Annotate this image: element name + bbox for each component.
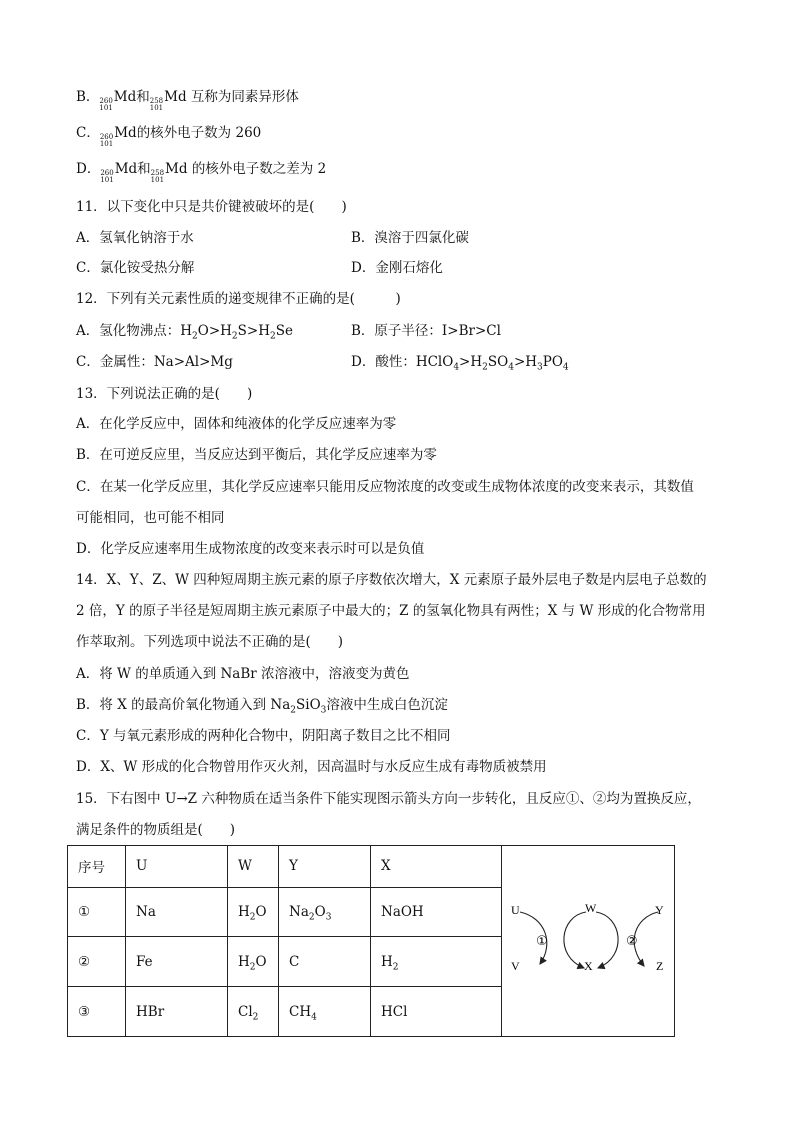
cell-no: ①	[68, 887, 126, 937]
cell-no: ②	[68, 937, 126, 987]
q11-option-b: B．溴溶于四氯化碳	[351, 230, 469, 246]
q14-option-d: D．X、W 形成的化合物曾用作灭火剂，因高温时与水反应生成有毒物质被禁用	[76, 759, 547, 775]
q13-stem: 13．下列说法正确的是( )	[76, 386, 253, 402]
reaction-diagram	[502, 846, 674, 1032]
header-y: Y	[279, 846, 371, 888]
cell-no: ③	[68, 987, 126, 1037]
node-x: X	[584, 959, 593, 973]
cell-u: Fe	[126, 937, 228, 987]
header-no: 序号	[68, 846, 126, 888]
q14-option-c: C．Y 与氧元素形成的两种化合物中，阴阳离子数目之比不相同	[76, 728, 451, 744]
cell-x: $H_2$	[371, 937, 502, 987]
q11-stem: 11．以下变化中只是共价键被破坏的是( )	[76, 199, 347, 215]
q12-stem: 12．下列有关元素性质的递变规律不正确的是( )	[76, 291, 401, 307]
node-u: U	[511, 903, 520, 917]
q10-option-b: B． 260 101 Md和 258 101 Md 互称为同素异形体	[76, 89, 299, 112]
q13-option-a: A．在化学反应中，固体和纯液体的化学反应速率为零	[76, 416, 397, 432]
reaction-2-label: ②	[626, 934, 638, 949]
q11-option-c: C．氯化铵受热分解	[76, 260, 195, 276]
cell-y: C	[279, 937, 371, 987]
cell-w: $H_2O$	[228, 937, 279, 987]
q15-stem-line1: 15．下右图中 U→Z 六种物质在适当条件下能实现图示箭头方向一步转化，且反应①、②均为置换反应，	[76, 791, 701, 807]
q11-option-a: A．氢氧化钠溶于水	[76, 230, 194, 246]
q13-option-b: B．在可逆反应里，当反应达到平衡后，其化学反应速率为零	[76, 447, 437, 463]
cell-y: $Na_2O_3$	[279, 887, 371, 937]
cell-x: HCl	[371, 987, 502, 1037]
q15-table	[67, 845, 675, 1037]
node-y: Y	[655, 903, 664, 917]
cell-x: NaOH	[371, 887, 502, 937]
q12-option-b: B．原子半径：I>Br>Cl	[351, 323, 501, 339]
q15-stem-line2: 满足条件的物质组是( )	[76, 822, 236, 838]
header-u: U	[126, 846, 228, 888]
cell-u: Na	[126, 887, 228, 937]
q12-option-d: D．酸性：$HClO_4>H_2SO_4>H_3PO_4$	[351, 354, 569, 373]
q14-stem-line3: 作萃取剂。下列选项中说法不正确的是( )	[76, 634, 344, 650]
q12-option-c: C．金属性：Na>Al>Mg	[76, 354, 233, 370]
node-v: V	[511, 959, 520, 973]
cell-w: $Cl_2$	[228, 987, 279, 1037]
q12-option-a: A．氢化物沸点：$H_2O>H_2S>H_2Se$	[76, 323, 293, 342]
q11-option-d: D．金刚石熔化	[351, 260, 443, 276]
reaction-1-label: ①	[536, 934, 548, 949]
cell-u: HBr	[126, 987, 228, 1037]
q10-option-c: C． 260 101 Md的核外电子数为 260	[76, 125, 262, 148]
header-x: X	[371, 846, 502, 888]
q14-option-a: A．将 W 的单质通入到 NaBr 浓溶液中，溶液变为黄色	[76, 666, 410, 682]
node-z: Z	[656, 959, 664, 973]
q14-stem-line2: 2 倍，Y 的原子半径是短周期主族元素原子中最大的；Z 的氢氧化物具有两性；X 与 W 形成的化合物常用	[76, 603, 706, 619]
reaction-diagram-cell	[502, 846, 675, 1037]
q14-option-b: B．将 X 的最高价氧化物通入到 $Na_2SiO_3$溶液中生成白色沉淀	[76, 697, 448, 716]
cell-w: $H_2O$	[228, 887, 279, 937]
q13-option-d: D．化学反应速率用生成物浓度的改变来表示时可以是负值	[76, 541, 425, 557]
q10-option-d: D． 260 101 Md和 258 101 Md 的核外电子数之差为 2	[76, 161, 327, 184]
q13-option-c-line2: 可能相同，也可能不相同	[76, 510, 225, 526]
node-w: W	[585, 901, 597, 915]
cell-y: $CH_4$	[279, 987, 371, 1037]
header-w: W	[228, 846, 279, 888]
table-header-row	[68, 846, 675, 888]
q14-stem-line1: 14．X、Y、Z、W 四种短周期主族元素的原子序数依次增大，X 元素原子最外层电子数是内层电子总数的	[76, 572, 707, 588]
q13-option-c-line1: C．在某一化学反应里，其化学反应速率只能用反应物浓度的改变或生成物体浓度的改变来表示，其数值	[76, 479, 694, 495]
